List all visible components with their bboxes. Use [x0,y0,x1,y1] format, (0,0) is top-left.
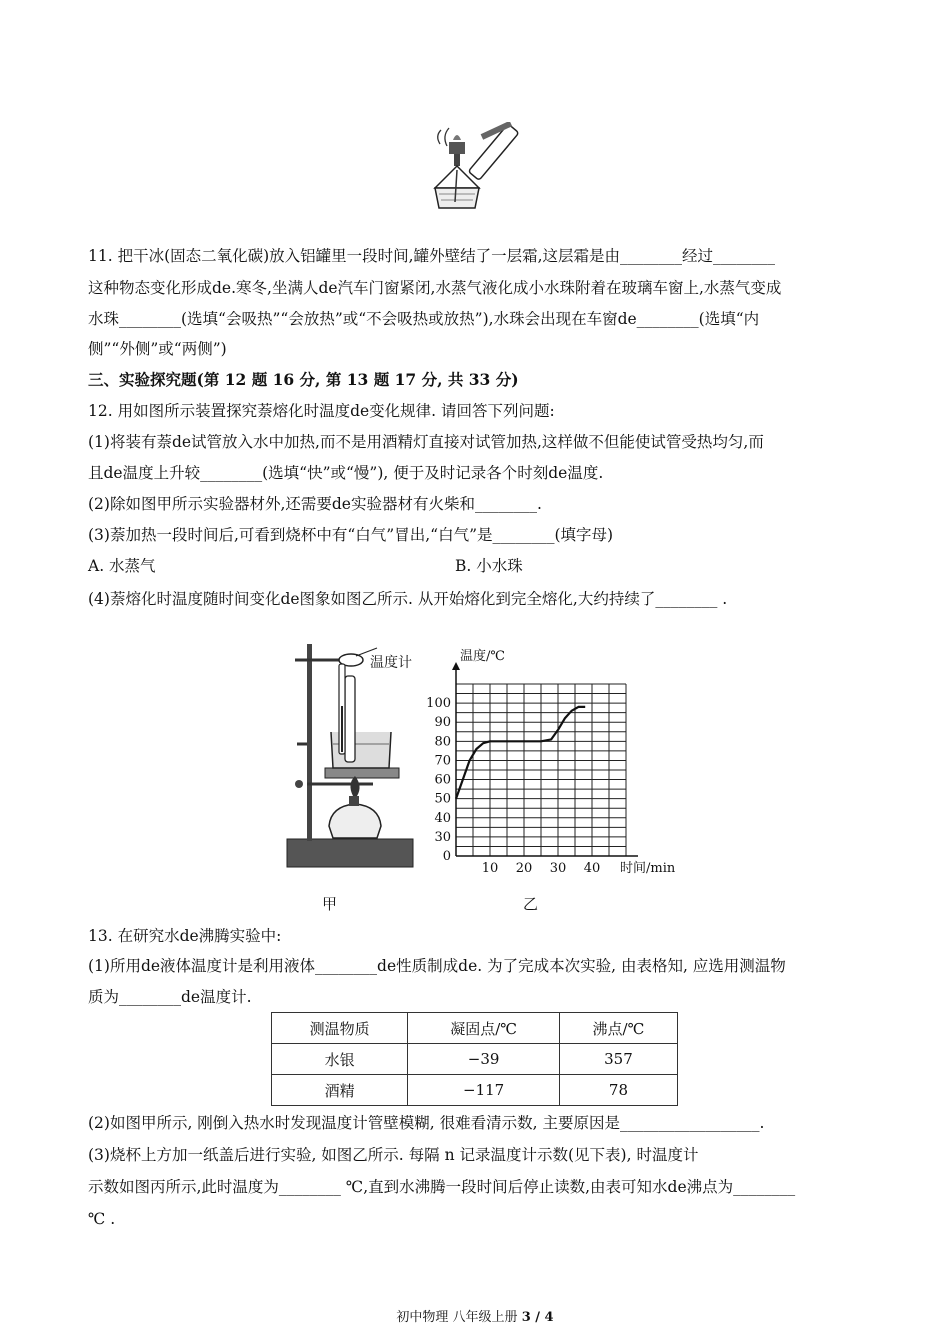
caption-a: 甲 [322,895,338,913]
table-header-cell: 测温物质 [272,1013,408,1044]
y-tick-label: 30 [434,829,451,845]
q12-line1: 12. 用如图所示装置探究萘熔化时温度de变化规律. 请回答下列问题: [88,402,555,420]
melting-curve [456,707,585,799]
alcohol-lamp-figure [425,122,525,214]
q13-line7: ℃ . [88,1210,116,1228]
table-header-row [272,1013,678,1044]
q12-line2: (1)将装有萘de试管放入水中加热,而不是用酒精灯直接对试管加热,这样做不但能使试管受热均匀,而 [88,433,764,451]
table-cell: 78 [559,1075,677,1106]
q11-line2: 这种物态变化形成de.寒冬,坐满人de汽车门窗紧闭,水蒸气液化成小水珠附着在玻璃车窗上,水蒸气变成 [88,279,782,297]
x-tick-label: 20 [515,861,533,876]
table-header-cell: 沸点/℃ [559,1013,677,1044]
y-tick-label: 50 [434,791,451,807]
table-row [272,1075,678,1106]
thermometer-label: 温度计 [370,655,412,671]
table-header-cell: 凝固点/℃ [408,1013,560,1044]
q12-line4: (2)除如图甲所示实验器材外,还需要de实验器材有火柴和________. [88,495,542,513]
y-axis-label: 温度/℃ [460,649,505,664]
table-cell: −39 [408,1044,560,1075]
footer-text: 初中物理 八年级上册 [396,1310,522,1325]
y-tick-label: 80 [434,734,451,750]
q13-line2: (1)所用de液体温度计是利用液体________de性质制成de. 为了完成本次实验, 由表格知, 应选用测温物 [88,957,786,975]
y-tick-label: 40 [434,810,451,826]
q12-option-a: A. 水蒸气 [88,557,156,575]
q13-line6: 示数如图丙所示,此时温度为________ ℃,直到水沸腾一段时间后停止读数,由表可知水de沸点为________ [88,1178,796,1196]
table-cell: 357 [559,1044,677,1075]
y-tick-label: 90 [434,715,451,731]
y-tick-label: 0 [442,849,451,864]
page-number: 3 / 4 [521,1310,554,1325]
x-tick-label: 30 [549,861,567,876]
q13-line1: 13. 在研究水de沸腾实验中: [88,927,282,945]
q13-line3: 质为________de温度计. [88,988,252,1006]
table-cell: −117 [408,1075,560,1106]
y-tick-label: 100 [426,696,451,712]
y-tick-label: 60 [434,772,451,788]
x-tick-label: 40 [583,861,601,876]
x-axis-label: 时间/min [620,861,676,876]
q13-line5: (3)烧杯上方加一纸盖后进行实验, 如图乙所示. 每隔 n 记录温度计示数(见下表), 时温度计 [88,1146,699,1164]
q12-line6: (4)萘熔化时温度随时间变化de图象如图乙所示. 从开始熔化到完全熔化,大约持续了________ . [88,590,728,608]
caption-b: 乙 [523,895,539,913]
table-row [272,1044,678,1075]
q12-line5: (3)萘加热一段时间后,可看到烧杯中有“白气”冒出,“白气”是________(填字母) [88,526,614,544]
y-axis-arrow [452,662,460,670]
page-footer [0,1306,950,1325]
q12-line3: 且de温度上升较________(选填“快”或“慢”), 便于及时记录各个时刻de温度. [88,464,604,482]
q13-line4: (2)如图甲所示, 刚倒入热水时发现温度计管壁模糊, 很难看清示数, 主要原因是__________________. [88,1114,765,1132]
q11-line3: 水珠________(选填“会吸热”“会放热”或“不会吸热或放热”),水珠会出现在车窗de________(选填“内 [88,310,760,328]
table-cell: 酒精 [272,1075,408,1106]
table-cell: 水银 [272,1044,408,1075]
y-tick-label: 70 [434,753,451,769]
x-tick-label: 10 [481,861,499,876]
section3-title: 三、实验探究题(第 12 题 16 分, 第 13 题 17 分, 共 33 分) [88,370,519,389]
melting-chart [420,636,690,880]
q12-option-b: B. 小水珠 [455,557,523,575]
substance-table [271,1012,678,1106]
q11-line4: 侧”“外侧”或“两侧”) [88,340,227,358]
q11-line1: 11. 把干冰(固态二氧化碳)放入铝罐里一段时间,罐外壁结了一层霜,这层霜是由________经过________ [88,247,776,265]
